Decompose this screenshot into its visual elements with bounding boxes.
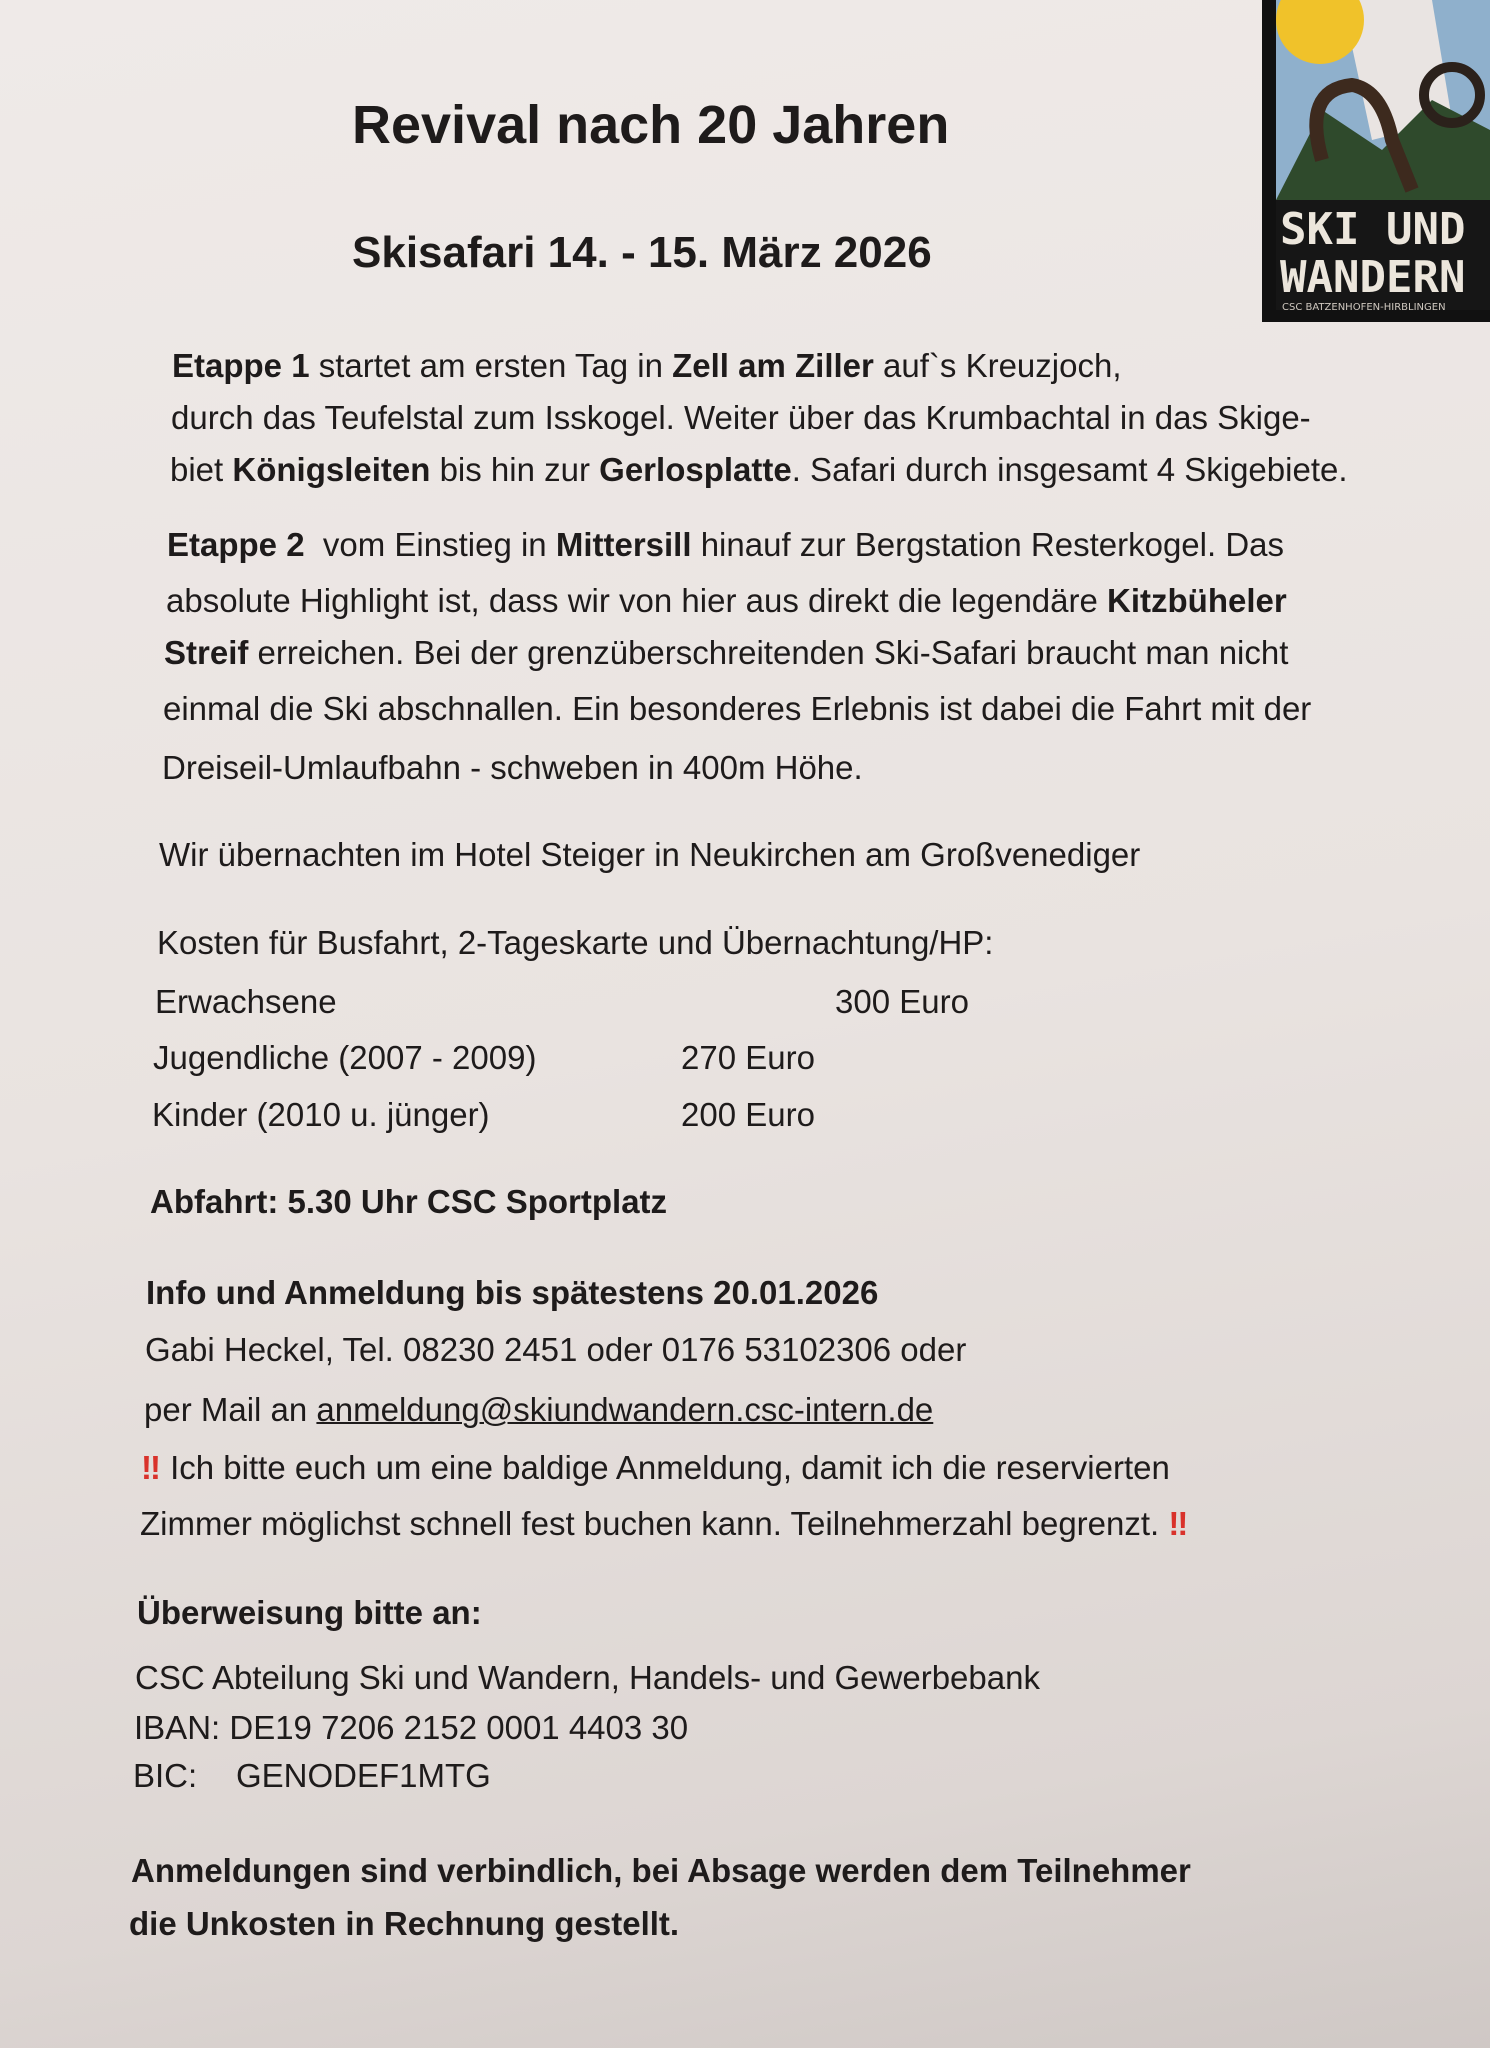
text: die Unkosten in Rechnung gestellt. <box>129 1905 680 1942</box>
cost-label: Jugendliche (2007 - 2009) <box>153 1039 537 1076</box>
text: Ich bitte euch um eine baldige Anmeldung, damit ich die reservierten <box>160 1449 1170 1486</box>
cost-row <box>152 1095 1052 1135</box>
cost-price: 200 Euro <box>681 1096 815 1133</box>
cost-price: 270 Euro <box>681 1039 815 1076</box>
page-title: Revival nach 20 Jahren <box>352 95 950 155</box>
cost-row <box>153 1038 1053 1078</box>
logo-text-1: SKI UND <box>1280 204 1466 255</box>
departure-text: Abfahrt: 5.30 Uhr CSC Sportplatz <box>150 1183 668 1220</box>
cost-price: 300 Euro <box>835 983 969 1020</box>
text: Dreiseil-Umlaufbahn - schweben in 400m Höhe. <box>162 749 863 786</box>
bank-heading: Überweisung bitte an: <box>137 1594 482 1631</box>
text: vom Einstieg in <box>304 526 556 563</box>
cost-label: Erwachsene <box>155 983 337 1020</box>
cost-row <box>155 982 1055 1022</box>
iban: IBAN: DE19 7206 2152 0001 4403 30 <box>134 1709 689 1746</box>
etappe-1-label: Etappe 1 <box>172 347 310 384</box>
logo-text-2: WANDERN <box>1280 252 1466 303</box>
text: Mittersill <box>555 526 692 563</box>
info-heading: Info und Anmeldung bis spätestens 20.01.2026 <box>146 1274 879 1311</box>
text: einmal die Ski abschnallen. Ein besonderes Erlebnis ist dabei die Fahrt mit der <box>163 690 1312 727</box>
text: durch das Teufelstal zum Isskogel. Weiter über das Krumbachtal in das Skige- <box>171 399 1311 436</box>
contact-text: Gabi Heckel, Tel. 08230 2451 oder 0176 53102306 oder <box>145 1331 967 1368</box>
email-link[interactable]: anmeldung@skiundwandern.csc-intern.de <box>316 1391 934 1428</box>
text: erreichen. Bei der grenzüberschreitenden Ski-Safari braucht man nicht <box>248 634 1289 671</box>
ski-und-wandern-logo <box>1262 0 1490 322</box>
text: Zell am Ziller <box>672 347 874 384</box>
hotel-text: Wir übernachten im Hotel Steiger in Neukirchen am Großvenediger <box>159 836 1141 873</box>
text: Streif <box>164 634 249 671</box>
text: Zimmer möglichst schnell fest buchen kann. Teilnehmerzahl begrenzt. <box>140 1505 1169 1542</box>
text: startet am ersten Tag in <box>309 347 673 384</box>
text: absolute Highlight ist, dass wir von hier aus direkt die legendäre <box>166 582 1108 619</box>
text: Kitzbüheler <box>1107 582 1287 619</box>
text: Anmeldungen sind verbindlich, bei Absage werden dem Teilnehmer <box>131 1852 1191 1889</box>
bic-value: GENODEF1MTG <box>236 1757 491 1794</box>
text: Königsleiten <box>232 451 431 488</box>
cost-label: Kinder (2010 u. jünger) <box>152 1096 490 1133</box>
text: auf`s Kreuzjoch, <box>873 347 1122 384</box>
text: biet <box>170 451 233 488</box>
text: hinauf zur Bergstation Resterkogel. Das <box>691 526 1285 563</box>
etappe-2-label: Etappe 2 <box>167 526 305 563</box>
bic <box>133 1756 733 1796</box>
text: . Safari durch insgesamt 4 Skigebiete. <box>791 451 1348 488</box>
text: Gerlosplatte <box>599 451 792 488</box>
text: per Mail an <box>144 1391 317 1428</box>
costs-heading: Kosten für Busfahrt, 2-Tageskarte und Übernachtung/HP: <box>157 924 994 961</box>
page-subtitle: Skisafari 14. - 15. März 2026 <box>352 228 932 277</box>
bic-label: BIC: <box>133 1757 198 1794</box>
bank-name: CSC Abteilung Ski und Wandern, Handels- und Gewerbebank <box>135 1659 1040 1696</box>
double-exclamation-icon: ‼ <box>141 1449 161 1486</box>
double-exclamation-icon: ‼ <box>1168 1505 1189 1542</box>
logo-text-small: CSC BATZENHOFEN-HIRBLINGEN <box>1282 302 1446 313</box>
text: bis hin zur <box>430 451 600 488</box>
